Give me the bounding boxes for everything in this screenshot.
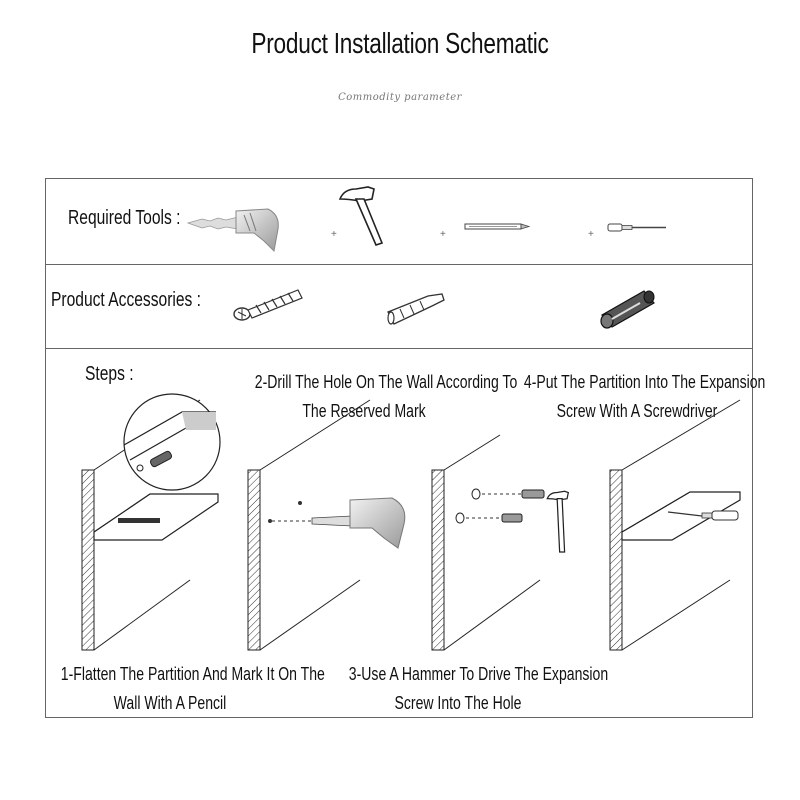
electric-drill-icon [188, 209, 278, 251]
plus-icon: + [331, 229, 337, 240]
step-4-line-2: Screw With A Screwdriver [556, 401, 718, 421]
product-accessories-label: Product Accessories : [51, 289, 202, 311]
wall-anchor-icon [388, 294, 444, 324]
step-1-line-2: Wall With A Pencil [113, 693, 227, 713]
screwdriver-icon [608, 224, 666, 231]
step-2-line-1: 2-Drill The Hole On The Wall According To [254, 372, 518, 392]
page-subtitle: Commodity parameter [338, 92, 462, 103]
required-tools-label: Required Tools : [68, 207, 181, 229]
expansion-tube-icon [601, 291, 654, 328]
step-2-illustration [248, 400, 405, 650]
step-1-line-1: 1-Flatten The Partition And Mark It On The [60, 664, 325, 684]
hammer-icon [547, 491, 568, 552]
step-2-line-2: The Reserved Mark [302, 401, 426, 421]
hammer-icon [340, 187, 382, 245]
step-3-illustration [432, 435, 568, 650]
plus-icon: + [588, 229, 594, 240]
step-3-line-1: 3-Use A Hammer To Drive The Expansion [348, 664, 609, 684]
step-1-illustration [82, 394, 220, 650]
steps-label: Steps : [85, 363, 134, 385]
step-4-illustration [610, 400, 740, 650]
step-3-line-2: Screw Into The Hole [394, 693, 522, 713]
screw-icon [234, 290, 302, 320]
pencil-icon [465, 224, 529, 229]
step-4-line-1: 4-Put The Partition Into The Expansion [523, 372, 766, 392]
plus-icon: + [440, 229, 446, 240]
page-title: Product Installation Schematic [251, 28, 549, 60]
